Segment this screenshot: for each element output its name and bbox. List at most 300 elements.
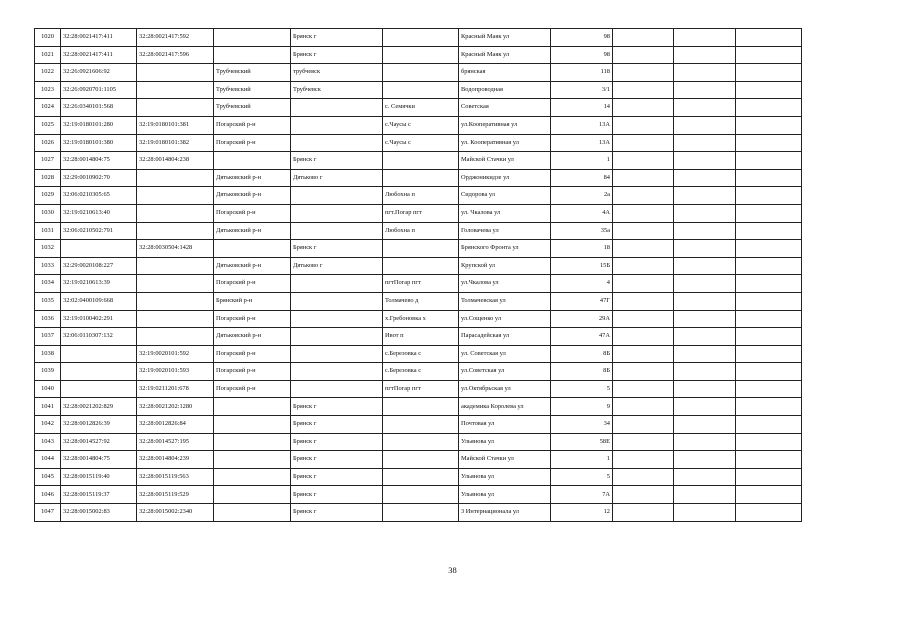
row-number-cell: 1020 (35, 29, 61, 47)
empty-cell (674, 169, 736, 187)
empty-cell (736, 29, 802, 47)
street-cell: Ульянова ул (459, 486, 551, 504)
object-cadastral-cell (137, 222, 214, 240)
row-number-cell: 1039 (35, 363, 61, 381)
house-number-cell: 4А (551, 204, 613, 222)
settlement-cell (383, 169, 459, 187)
empty-cell (613, 169, 674, 187)
cadastral-number-cell: 32:28:0015119:40 (61, 468, 137, 486)
empty-cell (674, 310, 736, 328)
object-cadastral-cell (137, 81, 214, 99)
object-cadastral-cell: 32:28:0021417:596 (137, 46, 214, 64)
empty-cell (613, 64, 674, 82)
district-cell: Погарский р-н (214, 134, 291, 152)
house-number-cell: 13А (551, 116, 613, 134)
empty-cell (613, 81, 674, 99)
settlement-cell (383, 398, 459, 416)
cadastral-number-cell: 32:28:0021417:411 (61, 46, 137, 64)
table-row (35, 451, 802, 469)
row-number-cell: 1044 (35, 451, 61, 469)
row-number-cell: 1034 (35, 275, 61, 293)
street-cell: Парасадейская ул (459, 328, 551, 346)
object-cadastral-cell: 32:19:0020101:592 (137, 345, 214, 363)
object-cadastral-cell (137, 187, 214, 205)
row-number-cell: 1043 (35, 433, 61, 451)
settlement-cell: пгтПогар пгт (383, 380, 459, 398)
row-number-cell: 1027 (35, 152, 61, 170)
empty-cell (736, 416, 802, 434)
city-cell (291, 222, 383, 240)
house-number-cell: 47А (551, 328, 613, 346)
empty-cell (613, 134, 674, 152)
district-cell (214, 398, 291, 416)
district-cell (214, 416, 291, 434)
empty-cell (736, 187, 802, 205)
empty-cell (613, 504, 674, 522)
settlement-cell: х.Гребоновка х (383, 310, 459, 328)
empty-cell (736, 275, 802, 293)
city-cell: Брянск г (291, 46, 383, 64)
city-cell: Брянск г (291, 451, 383, 469)
table-row (35, 29, 802, 47)
empty-cell (736, 99, 802, 117)
cadastral-number-cell: 32:29:0010902:70 (61, 169, 137, 187)
cadastral-number-cell: 32:28:0014804:75 (61, 451, 137, 469)
street-cell: ул.Советская ул (459, 363, 551, 381)
row-number-cell: 1023 (35, 81, 61, 99)
cadastral-number-cell: 32:28:0014527:92 (61, 433, 137, 451)
row-number-cell: 1021 (35, 46, 61, 64)
row-number-cell: 1042 (35, 416, 61, 434)
empty-cell (613, 187, 674, 205)
street-cell: Водопроводная (459, 81, 551, 99)
page-number: 38 (448, 565, 457, 575)
house-number-cell: 4 (551, 275, 613, 293)
table-row (35, 81, 802, 99)
street-cell: Майской Стачки ул (459, 451, 551, 469)
empty-cell (674, 64, 736, 82)
empty-cell (736, 345, 802, 363)
house-number-cell: 3/1 (551, 81, 613, 99)
object-cadastral-cell (137, 99, 214, 117)
settlement-cell: с.Чаусы с (383, 134, 459, 152)
house-number-cell: 1 (551, 451, 613, 469)
district-cell: Погарский р-н (214, 380, 291, 398)
cadastral-number-cell: 32:28:0014804:75 (61, 152, 137, 170)
table-row (35, 504, 802, 522)
settlement-cell: с.Березовка с (383, 363, 459, 381)
row-number-cell: 1029 (35, 187, 61, 205)
cadastral-number-cell: 32:06:0210502:791 (61, 222, 137, 240)
house-number-cell: 35а (551, 222, 613, 240)
district-cell (214, 486, 291, 504)
cadastral-number-cell: 32:28:0021417:411 (61, 29, 137, 47)
empty-cell (674, 99, 736, 117)
house-number-cell: 7А (551, 486, 613, 504)
settlement-cell (383, 81, 459, 99)
cadastral-number-cell: 32:19:0180101:280 (61, 116, 137, 134)
district-cell (214, 468, 291, 486)
register-table (34, 28, 802, 522)
empty-cell (613, 152, 674, 170)
cadastral-number-cell: 32:19:0100402:291 (61, 310, 137, 328)
city-cell (291, 345, 383, 363)
city-cell: Дятьково г (291, 257, 383, 275)
district-cell: Дятьковский р-н (214, 222, 291, 240)
empty-cell (736, 363, 802, 381)
empty-cell (736, 204, 802, 222)
district-cell: Погарский р-н (214, 275, 291, 293)
object-cadastral-cell (137, 64, 214, 82)
settlement-cell: пгт.Погар пгт (383, 204, 459, 222)
district-cell (214, 152, 291, 170)
street-cell: ул.Кооперативная ул (459, 116, 551, 134)
street-cell: Ульянова ул (459, 433, 551, 451)
object-cadastral-cell (137, 328, 214, 346)
row-number-cell: 1030 (35, 204, 61, 222)
empty-cell (736, 310, 802, 328)
table-row (35, 240, 802, 258)
empty-cell (674, 451, 736, 469)
house-number-cell: 84 (551, 169, 613, 187)
object-cadastral-cell: 32:28:0014804:239 (137, 451, 214, 469)
row-number-cell: 1026 (35, 134, 61, 152)
district-cell (214, 46, 291, 64)
row-number-cell: 1035 (35, 292, 61, 310)
city-cell: Брянск г (291, 486, 383, 504)
empty-cell (674, 486, 736, 504)
city-cell (291, 134, 383, 152)
row-number-cell: 1033 (35, 257, 61, 275)
settlement-cell: с.Березовка с (383, 345, 459, 363)
district-cell (214, 29, 291, 47)
city-cell: Брянск г (291, 29, 383, 47)
empty-cell (674, 328, 736, 346)
settlement-cell (383, 504, 459, 522)
empty-cell (613, 451, 674, 469)
cadastral-number-cell: 32:26:0920701:1105 (61, 81, 137, 99)
empty-cell (674, 363, 736, 381)
row-number-cell: 1025 (35, 116, 61, 134)
district-cell: Погарский р-н (214, 310, 291, 328)
empty-cell (736, 169, 802, 187)
empty-cell (736, 64, 802, 82)
settlement-cell (383, 46, 459, 64)
street-cell: Красный Маяк ул (459, 29, 551, 47)
cadastral-number-cell: 32:26:0921606:92 (61, 64, 137, 82)
empty-cell (736, 398, 802, 416)
empty-cell (736, 257, 802, 275)
city-cell (291, 187, 383, 205)
empty-cell (613, 398, 674, 416)
row-number-cell: 1040 (35, 380, 61, 398)
city-cell: Брянск г (291, 416, 383, 434)
empty-cell (736, 328, 802, 346)
cadastral-number-cell (61, 345, 137, 363)
table-row (35, 416, 802, 434)
empty-cell (674, 468, 736, 486)
settlement-cell (383, 29, 459, 47)
table-row (35, 345, 802, 363)
city-cell (291, 204, 383, 222)
settlement-cell (383, 451, 459, 469)
row-number-cell: 1036 (35, 310, 61, 328)
cadastral-number-cell: 32:29:0020108:227 (61, 257, 137, 275)
empty-cell (613, 486, 674, 504)
empty-cell (736, 433, 802, 451)
city-cell: Брянск г (291, 504, 383, 522)
house-number-cell: 118 (551, 64, 613, 82)
street-cell: Крупской ул (459, 257, 551, 275)
empty-cell (613, 29, 674, 47)
table-row (35, 116, 802, 134)
cadastral-number-cell: 32:19:0180101:380 (61, 134, 137, 152)
empty-cell (674, 433, 736, 451)
empty-cell (613, 328, 674, 346)
object-cadastral-cell: 32:28:0014527:195 (137, 433, 214, 451)
street-cell: академика Королева ул (459, 398, 551, 416)
cadastral-number-cell: 32:28:0021202:829 (61, 398, 137, 416)
cadastral-number-cell: 32:19:0210613:40 (61, 204, 137, 222)
empty-cell (613, 99, 674, 117)
street-cell: Сидорова ул (459, 187, 551, 205)
district-cell: Брянский р-н (214, 292, 291, 310)
street-cell: Почтовая ул (459, 416, 551, 434)
cadastral-number-cell (61, 380, 137, 398)
city-cell: Дятьково г (291, 169, 383, 187)
settlement-cell (383, 257, 459, 275)
empty-cell (674, 345, 736, 363)
settlement-cell: Любохна п (383, 187, 459, 205)
street-cell: Красный Маяк ул (459, 46, 551, 64)
district-cell: Дятьковский р-н (214, 257, 291, 275)
object-cadastral-cell: 32:28:0021417:592 (137, 29, 214, 47)
empty-cell (736, 116, 802, 134)
city-cell (291, 275, 383, 293)
district-cell: Трубчевский (214, 99, 291, 117)
table-body (35, 29, 802, 522)
settlement-cell: Ивот п (383, 328, 459, 346)
empty-cell (674, 29, 736, 47)
object-cadastral-cell: 32:19:0020101:593 (137, 363, 214, 381)
table-row (35, 275, 802, 293)
house-number-cell: 5 (551, 468, 613, 486)
settlement-cell: с.Чаусы с (383, 116, 459, 134)
settlement-cell (383, 433, 459, 451)
table-row (35, 363, 802, 381)
city-cell: Брянск г (291, 468, 383, 486)
empty-cell (613, 292, 674, 310)
empty-cell (736, 451, 802, 469)
settlement-cell (383, 416, 459, 434)
table-row (35, 433, 802, 451)
district-cell: Трубчевский (214, 64, 291, 82)
empty-cell (613, 416, 674, 434)
city-cell: Брянск г (291, 433, 383, 451)
table-row (35, 222, 802, 240)
table-row (35, 257, 802, 275)
empty-cell (613, 204, 674, 222)
row-number-cell: 1045 (35, 468, 61, 486)
settlement-cell: Любохна п (383, 222, 459, 240)
street-cell: ул.Октябрьская ул (459, 380, 551, 398)
table-row (35, 380, 802, 398)
empty-cell (674, 116, 736, 134)
empty-cell (674, 152, 736, 170)
empty-cell (736, 222, 802, 240)
cadastral-number-cell (61, 363, 137, 381)
empty-cell (736, 152, 802, 170)
object-cadastral-cell: 32:28:0015119:563 (137, 468, 214, 486)
street-cell: Головачева ул (459, 222, 551, 240)
street-cell: Советская (459, 99, 551, 117)
empty-cell (736, 380, 802, 398)
empty-cell (674, 416, 736, 434)
empty-cell (674, 81, 736, 99)
house-number-cell: 15Б (551, 257, 613, 275)
object-cadastral-cell (137, 310, 214, 328)
empty-cell (674, 134, 736, 152)
district-cell: Дятьковский р-н (214, 169, 291, 187)
street-cell: Орджоникидзе ул (459, 169, 551, 187)
district-cell (214, 240, 291, 258)
row-number-cell: 1046 (35, 486, 61, 504)
city-cell (291, 116, 383, 134)
row-number-cell: 1032 (35, 240, 61, 258)
empty-cell (674, 204, 736, 222)
table-row (35, 187, 802, 205)
object-cadastral-cell: 32:19:0180101:381 (137, 116, 214, 134)
empty-cell (613, 345, 674, 363)
empty-cell (613, 240, 674, 258)
empty-cell (736, 240, 802, 258)
settlement-cell (383, 152, 459, 170)
house-number-cell: 47Г (551, 292, 613, 310)
table-row (35, 134, 802, 152)
object-cadastral-cell (137, 169, 214, 187)
district-cell (214, 504, 291, 522)
city-cell: Брянск г (291, 152, 383, 170)
empty-cell (674, 275, 736, 293)
city-cell (291, 328, 383, 346)
row-number-cell: 1041 (35, 398, 61, 416)
row-number-cell: 1024 (35, 99, 61, 117)
district-cell: Погарский р-н (214, 345, 291, 363)
row-number-cell: 1028 (35, 169, 61, 187)
empty-cell (674, 187, 736, 205)
house-number-cell: 5 (551, 380, 613, 398)
cadastral-number-cell: 32:19:0210613:39 (61, 275, 137, 293)
cadastral-number-cell (61, 240, 137, 258)
house-number-cell: 34 (551, 416, 613, 434)
object-cadastral-cell: 32:28:0014804:238 (137, 152, 214, 170)
settlement-cell (383, 240, 459, 258)
cadastral-number-cell: 32:28:0015119:37 (61, 486, 137, 504)
empty-cell (674, 292, 736, 310)
district-cell: Погарский р-н (214, 116, 291, 134)
street-cell: брянская (459, 64, 551, 82)
object-cadastral-cell: 32:28:0021202:1280 (137, 398, 214, 416)
house-number-cell: 13А (551, 134, 613, 152)
object-cadastral-cell: 32:19:0211201:678 (137, 380, 214, 398)
table-row (35, 64, 802, 82)
cadastral-number-cell: 32:06:0110307:132 (61, 328, 137, 346)
object-cadastral-cell (137, 257, 214, 275)
street-cell: ул. Советская ул (459, 345, 551, 363)
empty-cell (674, 222, 736, 240)
table-row (35, 46, 802, 64)
table-row (35, 310, 802, 328)
district-cell: Дятьковский р-н (214, 187, 291, 205)
house-number-cell: 29А (551, 310, 613, 328)
empty-cell (613, 468, 674, 486)
city-cell (291, 380, 383, 398)
empty-cell (613, 433, 674, 451)
cadastral-number-cell: 32:06:0210305:65 (61, 187, 137, 205)
empty-cell (736, 486, 802, 504)
settlement-cell: Толмачево д (383, 292, 459, 310)
city-cell: Трубчевск (291, 81, 383, 99)
street-cell: Толмачевская ул (459, 292, 551, 310)
table-row (35, 468, 802, 486)
table-row (35, 152, 802, 170)
empty-cell (613, 257, 674, 275)
house-number-cell: 58Е (551, 433, 613, 451)
house-number-cell: 2а (551, 187, 613, 205)
street-cell: ул.Сощенко ул (459, 310, 551, 328)
street-cell: Ульянова ул (459, 468, 551, 486)
row-number-cell: 1038 (35, 345, 61, 363)
empty-cell (674, 504, 736, 522)
row-number-cell: 1022 (35, 64, 61, 82)
district-cell (214, 451, 291, 469)
house-number-cell: 98 (551, 29, 613, 47)
empty-cell (613, 116, 674, 134)
city-cell (291, 363, 383, 381)
settlement-cell: пгтПогар пгт (383, 275, 459, 293)
table-row (35, 204, 802, 222)
district-cell: Погарский р-н (214, 204, 291, 222)
cadastral-number-cell: 32:26:0340101:568 (61, 99, 137, 117)
empty-cell (613, 380, 674, 398)
empty-cell (736, 292, 802, 310)
row-number-cell: 1037 (35, 328, 61, 346)
object-cadastral-cell (137, 275, 214, 293)
object-cadastral-cell (137, 292, 214, 310)
empty-cell (736, 81, 802, 99)
object-cadastral-cell: 32:28:0012826:84 (137, 416, 214, 434)
empty-cell (613, 310, 674, 328)
empty-cell (674, 380, 736, 398)
object-cadastral-cell (137, 204, 214, 222)
cadastral-number-cell: 32:28:0015002:83 (61, 504, 137, 522)
street-cell: Брянского Фронта ул (459, 240, 551, 258)
object-cadastral-cell: 32:28:0030504:1428 (137, 240, 214, 258)
empty-cell (613, 363, 674, 381)
city-cell (291, 310, 383, 328)
empty-cell (674, 257, 736, 275)
table-row (35, 292, 802, 310)
city-cell: Брянск г (291, 240, 383, 258)
street-cell: Майской Стачки ул (459, 152, 551, 170)
empty-cell (674, 240, 736, 258)
empty-cell (613, 46, 674, 64)
table-row (35, 486, 802, 504)
object-cadastral-cell: 32:19:0180101:382 (137, 134, 214, 152)
table-row (35, 398, 802, 416)
city-cell: трубчевск (291, 64, 383, 82)
street-cell: ул. Кооперативная ул (459, 134, 551, 152)
